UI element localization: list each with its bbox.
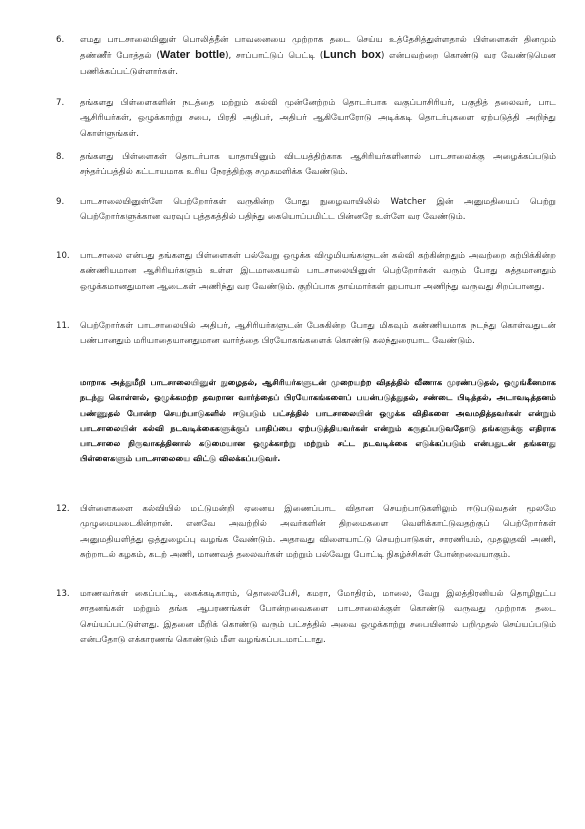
item-number: 12. [56,504,70,514]
item-text-part: ) என்பவற்றை கொண்டு வர வேண்டுமென பணிக்கப்பட்டுள்ளார்கள். [80,51,556,77]
item-number: 8. [56,152,65,162]
list-item-8 [56,150,556,181]
item-text: தங்களது பிள்ளைகள் தொடர்பாக யாதாயினும் விடயத்திற்காக ஆசிரியர்களினால் பாடசாலைக்கு அழைக்கப்படும் சந்தர்ப்பத்தில் கட்டாயமாக உரிய நேரத்திற்கு சமுகமளிக்க வேண்டும். [80,152,556,178]
item-number: 13. [56,589,70,599]
item-number: 10. [56,251,70,261]
item-text-part: எமது பாடசாலையினுள் பொலித்தீன் பாவனையை முற்றாக தடை செய்ய உத்தேசித்துள்ளதால் பிள்ளைகள் தினமும் தண்ணீர் போத்தல் ( [80,35,556,62]
item-number: 11. [56,321,70,331]
item-text-part: ), சாப்பாட்டுப் பெட்டி ( [225,51,324,62]
item-text: பாடசாலை என்பது தங்களது பிள்ளைகள் பல்வேறு ஒழுக்க விழுமியங்களுடன் கல்வி கற்கின்றதும் அவற்றை கற்பிக்கின்ற கண்ணியமான ஆசிரியர்களும் உள்ள இடமாகையால் பாடசாலையினுள் பெற்றோர்கள் வரும் போது சுத்தமானதும் ஒழுக்கமானதுமான ஆடைகள் அணிந்து வர வேண்டும். குறிப்பாக தாய்மார்கள் ஹபாயா அணிந்து வருவது சிறப்பானது. [80,251,556,292]
list-item-9 [56,195,556,226]
item-text: பாடசாலையினுள்ளே பெற்றோர்கள் வருகின்ற போது நுழைவாயிலில் Watcher இன் அனுமதியைப் பெற்று பெற்றோர்களுக்கான வரவுப் புத்தகத்தில் பதிந்து கையொப்பமிட்ட பின்னரே உள்ளே வர வேண்டும். [80,197,556,223]
item-text: பெற்றோர்கள் பாடசாலையில் அதிபர், ஆசிரியர்களுடன் பேசுகின்ற போது மிகவும் கண்ணியமாக நடந்து கொள்வதுடன் பண்பானதும் மரியாதையானதுமான வார்த்தை பிரயோகங்களைக் கொண்டு கலந்துரையாட வேண்டும். [80,321,556,347]
item-text [80,33,556,80]
list-item-7 [56,96,556,142]
lunch-box-term: Lunch box [323,49,381,62]
item-text: தங்களது பிள்ளைகளின் நடத்தை மற்றும் கல்வி முன்னேற்றம் தொடர்பாக வகுப்பாசிரியர், பகுதித் தலைவர், பாட ஆசிரியர்கள், ஒழுக்காற்று சபை, பிரதி அதிபர், அதிபர் ஆகியோரோடு அடிக்கடி தொடர்புகளை ஏற்படுத்தி அறிந்து கொள்ளுங்கள். [80,98,556,139]
water-bottle-term: Water bottle [159,49,226,62]
list-item-6 [56,33,556,80]
list-item-11 [56,319,556,350]
item-text: பிள்ளைகளை கல்வியில் மட்டுமன்றி ஏனைய இணைப்பாட விதான செயற்பாடுகளிலும் ஈடுபடுவதன் மூலமே முழுமையடைகின்றான். எனவே அவற்றில் அவர்களின் திறமைகளை வெளிக்காட்டுவதற்குப் பெற்றோர்கள் அனுமதியளித்து ஒத்துழைப்பு வழங்க வேண்டும். அதாவது விளையாட்டு செயற்பாடுகள், சாரணியம், முதலுதவி அணி, சுற்றாடல் கழகம், கடற் அணி, மாணவத் தலைவர்கள் மற்றும் பல்வேறு போட்டி நிகழ்ச்சிகள் போன்றவையாகும். [80,504,556,561]
list-item-12 [56,502,556,564]
warning-paragraph: மாறாக அத்துமீறி பாடசாலையினுள் நுழைதல், ஆசிரியர்களுடன் முறையற்ற விதத்தில் வீணாக முரண்படுதல், ஒழுங்கீனமாக நடந்து கொள்ளல், ஒழுக்கமற்ற தவறான வார்த்தைப் பிரயோகங்களைப் பயன்படுத்துதல், சண்டை பிடித்தல், அடாவடித்தனம் பண்ணுதல் போன்ற செயற்பாடுகளில் ஈடுபடும் பட்சத்தில் பாடசாலையின் ஒழுக்க விதிகளை அவமதித்தவர்கள் என்றும் பாடசாலையின் கல்வி நடவடிக்கைகளுக்குப் பாதிப்பை ஏற்படுத்தியவர்கள் என்றும் கருதப்படுவதோடு தங்களுக்கு எதிராக பாடசாலை நிருவாகத்தினால் கடுமையான ஒழுக்காற்று மற்றும் சட்ட நடவடிக்கை எடுக்கப்படும் என்பதுடன் தங்களது பிள்ளைகளும் பாடசாலையை விட்டு விலக்கப்படுவர். [80,377,556,464]
item-text: மாணவர்கள் கைப்பட்டி, கைக்கடிகாரம், தொலைபேசி, கமரா, மோதிரம், மாலை, வேறு இலத்திரனியல் தொழிநுட்ப சாதனங்கள் மற்றும் தங்க ஆபரணங்கள் போன்றவைகளை பாடசாலைக்குள் கொண்டு வருவது முற்றாக தடை செய்யப்பட்டுள்ளது. இதனை மீறிக் கொண்டு வரும் பட்சத்தில் அவை ஒழுக்காற்று சபையினால் பறிமுதல் செய்யப்படும் என்பதோடு எக்காரணங் கொண்டும் மீள வழங்கப்படமாட்டாது. [80,589,556,646]
item-number: 9. [56,197,65,207]
item-number: 6. [56,35,65,45]
list-item-10 [56,249,556,295]
list-item-13 [56,587,556,649]
item-number: 7. [56,98,65,108]
